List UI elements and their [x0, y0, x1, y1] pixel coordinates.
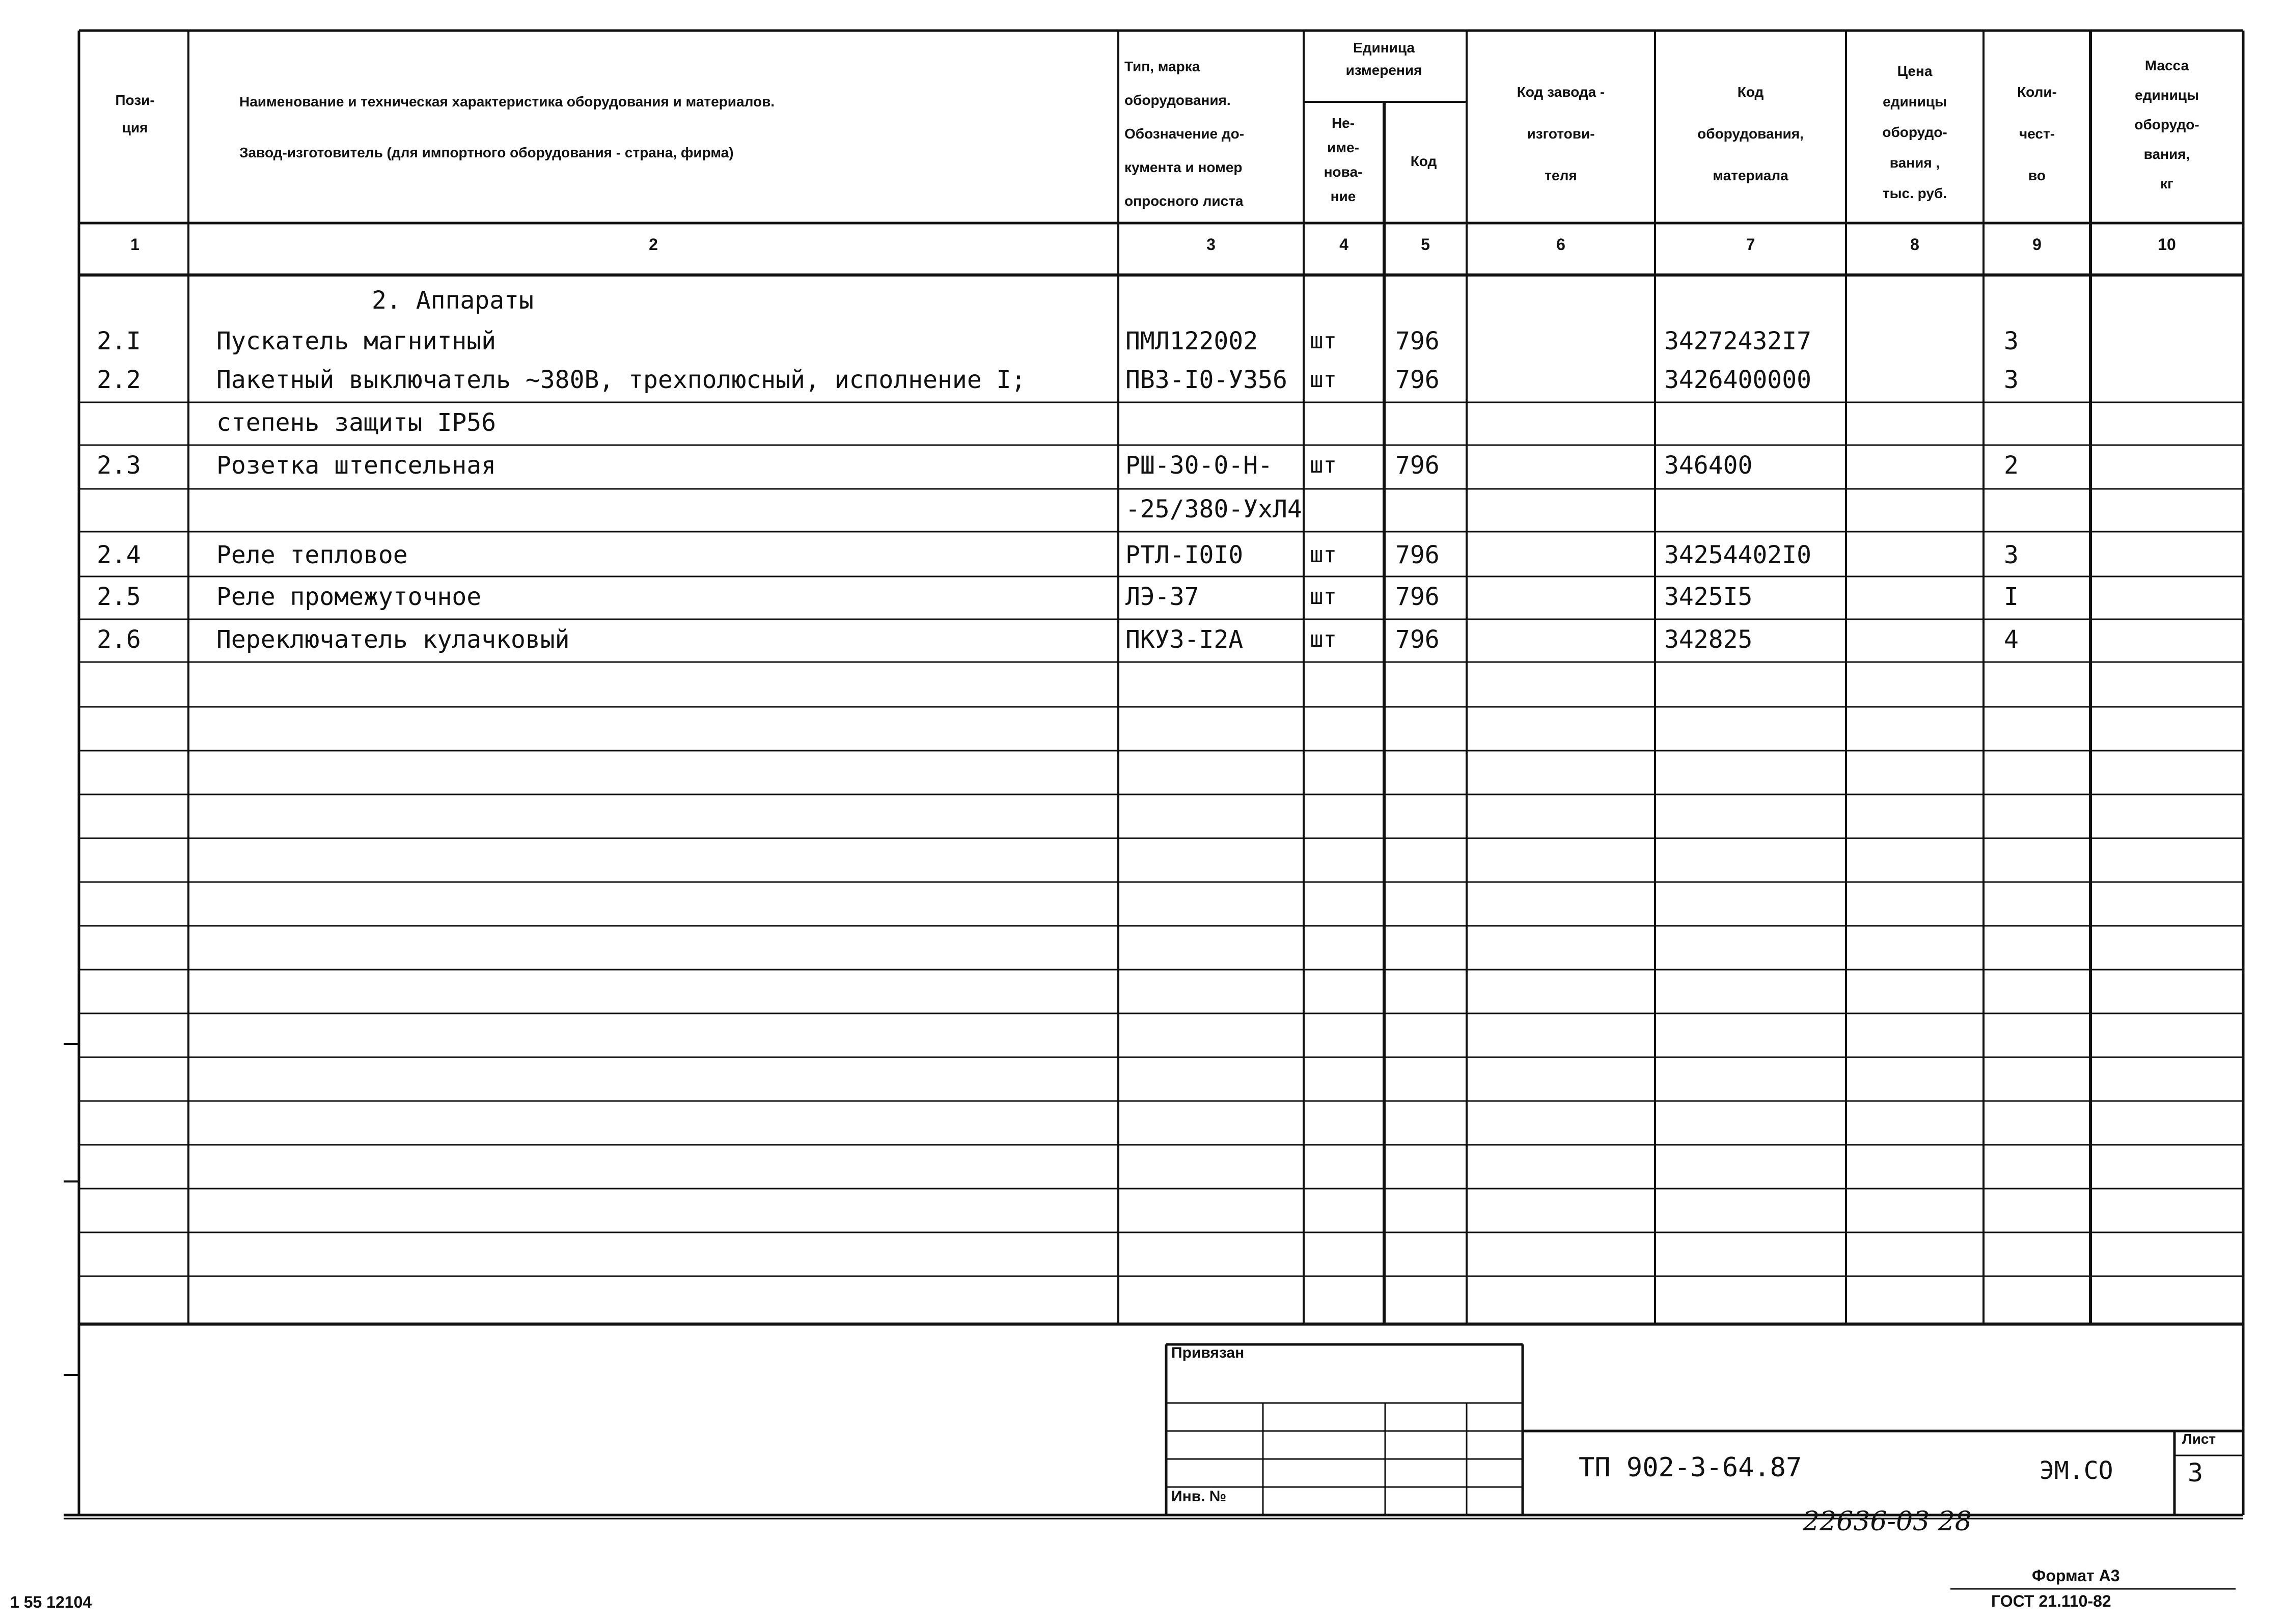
- header-mass: Масса единицы оборудо- вания, кг: [2134, 58, 2199, 191]
- row-type: ПКУЗ-I2А: [1125, 625, 1244, 654]
- row-pos: 2.I: [97, 327, 141, 355]
- row-unit: шт: [1310, 626, 1337, 652]
- row-equip-code: 342825: [1664, 625, 1753, 654]
- row-pos: 2.5: [97, 583, 141, 611]
- header-quantity: Коли- чест- во: [2017, 84, 2057, 183]
- row-code: 796: [1395, 625, 1440, 654]
- row-name: Пускатель магнитный: [216, 327, 497, 355]
- row-name: Пакетный выключатель ~380В, трехполюсный, исполнение I;: [216, 366, 1026, 394]
- row-name: Переключатель кулачковый: [216, 625, 570, 654]
- row-name: Реле промежуточное: [216, 583, 482, 611]
- header-price: Цена единицы оборудо- вания , тыс. руб.: [1882, 63, 1947, 201]
- header-type: Тип, марка оборудования. Обозначение до- кумента и номер опросного листа: [1124, 59, 1245, 209]
- row-name: Розетка штепсельная: [216, 451, 497, 480]
- section-title: 2. Аппараты: [372, 286, 534, 315]
- row-qty: 3: [2004, 541, 2019, 569]
- row-code: 796: [1395, 366, 1440, 394]
- handwritten-number: 22636-03 28: [1803, 1506, 1972, 1537]
- header-unit-name: Не- име- нова- ние: [1324, 115, 1363, 204]
- col-number-2: 2: [649, 235, 658, 254]
- row-type: -25/380-УхЛ4: [1125, 495, 1302, 524]
- row-qty: I: [2004, 583, 2019, 611]
- row-qty: 3: [2004, 327, 2019, 355]
- row-code: 796: [1395, 327, 1440, 355]
- row-pos: 2.2: [97, 366, 141, 394]
- col-number-8: 8: [1910, 235, 1919, 254]
- header-manufacturer-code: Код завода - изготови- теля: [1517, 84, 1605, 183]
- row-equip-code: 3425I5: [1664, 583, 1753, 611]
- row-type: ЛЭ-37: [1125, 583, 1199, 611]
- header-position: Пози- ция: [115, 92, 155, 135]
- sheet-number: 3: [2188, 1458, 2204, 1488]
- row-equip-code: 34272432I7: [1664, 327, 1811, 355]
- col-number-3: 3: [1206, 235, 1216, 254]
- gost-label: ГОСТ 21.110-82: [1991, 1592, 2111, 1610]
- header-unit-code: Код: [1410, 153, 1437, 169]
- row-equip-code: 3426400000: [1664, 366, 1811, 394]
- row-pos: 2.4: [97, 541, 141, 569]
- left-corner-code: 1 55 12104: [10, 1593, 92, 1611]
- row-equip-code: 34254402I0: [1664, 541, 1811, 569]
- col-number-7: 7: [1746, 235, 1755, 254]
- sheet-label: Лист: [2182, 1431, 2216, 1447]
- row-unit: шт: [1310, 367, 1337, 393]
- row-code: 796: [1395, 541, 1440, 569]
- col-number-6: 6: [1556, 235, 1565, 254]
- col-number-9: 9: [2032, 235, 2042, 254]
- row-pos: 2.6: [97, 625, 141, 654]
- col-number-1: 1: [130, 235, 140, 254]
- col-number-5: 5: [1421, 235, 1430, 254]
- row-name: Реле тепловое: [216, 541, 408, 569]
- row-type: РШ-30-0-Н-: [1125, 451, 1273, 480]
- header-unit: Единица измерения: [1345, 40, 1422, 78]
- format-label: Формат А3: [2032, 1566, 2120, 1585]
- row-unit: шт: [1310, 328, 1337, 354]
- row-qty: 2: [2004, 451, 2019, 480]
- header-name: Наименование и техническая характеристика оборудования и материалов. Завод-изготовитель (для импортного оборудования - страна, фирма): [239, 94, 775, 160]
- privyazan-label: Привязан: [1171, 1344, 1245, 1361]
- row-code: 796: [1395, 583, 1440, 611]
- row-type: РТЛ-I0I0: [1125, 541, 1244, 569]
- col-number-10: 10: [2158, 235, 2176, 254]
- col-number-4: 4: [1339, 235, 1348, 254]
- row-unit: шт: [1310, 542, 1337, 568]
- row-pos: 2.3: [97, 451, 141, 480]
- row-type: ПМЛ122002: [1125, 327, 1258, 355]
- document-code: ТП 902-3-64.87: [1579, 1452, 1802, 1483]
- row-qty: 4: [2004, 625, 2019, 654]
- row-code: 796: [1395, 451, 1440, 480]
- header-equipment-code: Код оборудования, материала: [1697, 84, 1804, 183]
- row-name: степень защиты IP56: [216, 408, 497, 437]
- row-qty: 3: [2004, 366, 2019, 394]
- inv-label: Инв. №: [1171, 1488, 1227, 1505]
- row-equip-code: 346400: [1664, 451, 1753, 480]
- row-type: ПВЗ-I0-У356: [1125, 366, 1287, 394]
- document-mark: ЭМ.СО: [2040, 1456, 2113, 1485]
- row-unit: шт: [1310, 584, 1337, 610]
- row-unit: шт: [1310, 452, 1337, 478]
